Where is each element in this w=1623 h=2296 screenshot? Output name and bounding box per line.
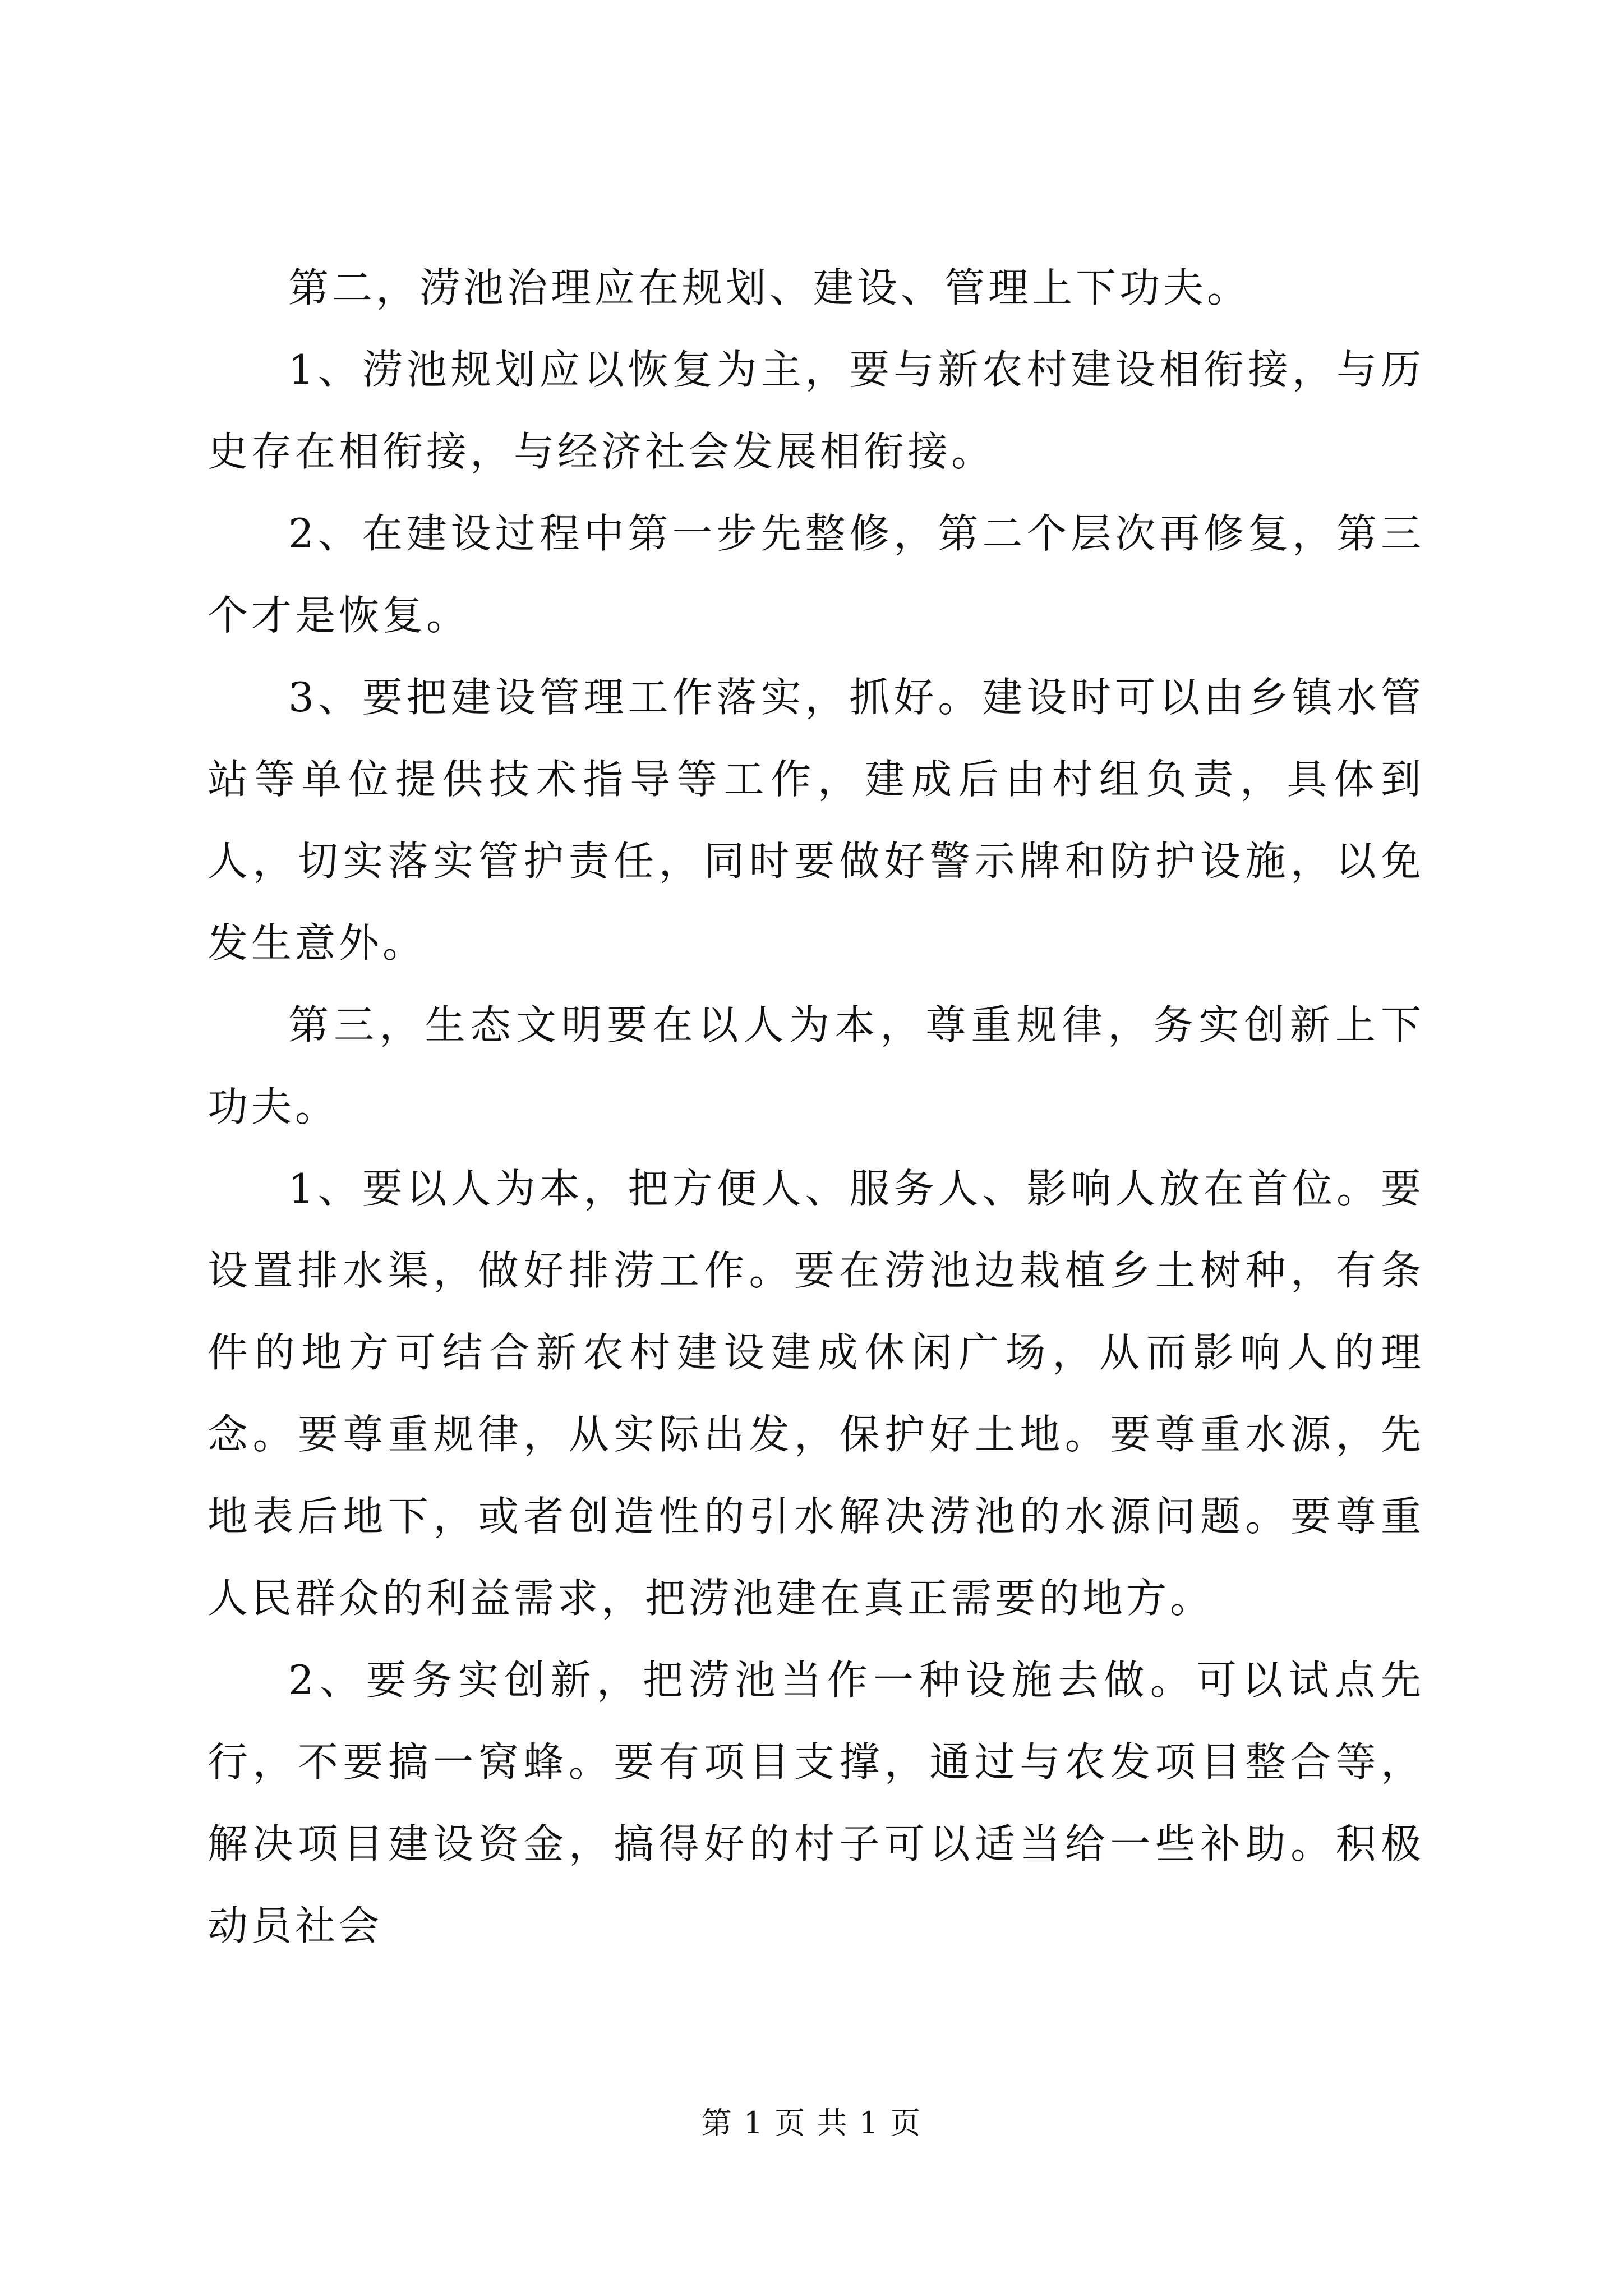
paragraph-section-two-heading: 第二，涝池治理应在规划、建设、管理上下功夫。	[288, 264, 1251, 311]
page-footer: 第 1 页 共 1 页	[701, 2105, 922, 2141]
paragraph-planning: 1、涝池规划应以恢复为主，要与新农村建设相衔接，与历史存在相衔接，与经济社会发展相衔接。	[208, 346, 1424, 475]
paragraph-section-three-heading: 第三，生态文明要在以人为本，尊重规律，务实创新上下功夫。	[208, 1001, 1424, 1130]
paragraph-construction-steps: 2、在建设过程中第一步先整修，第二个层次再修复，第三个才是恢复。	[208, 510, 1424, 639]
paragraph-innovation: 2、要务实创新，把涝池当作一种设施去做。可以试点先行，不要搞一窝蜂。要有项目支撑，通过与农发项目整合等，解决项目建设资金，搞得好的村子可以适当给一些补助。积极动员社会	[208, 1657, 1424, 1949]
paragraph-management: 3、要把建设管理工作落实，抓好。建设时可以由乡镇水管站等单位提供技术指导等工作，建成后由村组负责，具体到人，切实落实管护责任，同时要做好警示牌和防护设施，以免发生意外。	[208, 674, 1424, 967]
document-body	[208, 247, 1424, 1967]
paragraph-people-oriented: 1、要以人为本，把方便人、服务人、影响人放在首位。要设置排水渠，做好排涝工作。要在涝池边栽植乡土树种，有条件的地方可结合新农村建设建成休闲广场，从而影响人的理念。要尊重规律，从实际出发，保护好土地。要尊重水源，先地表后地下，或者创造性的引水解决涝池的水源问题。要尊重人民群众的利益需求，把涝池建在真正需要的地方。	[208, 1165, 1424, 1622]
